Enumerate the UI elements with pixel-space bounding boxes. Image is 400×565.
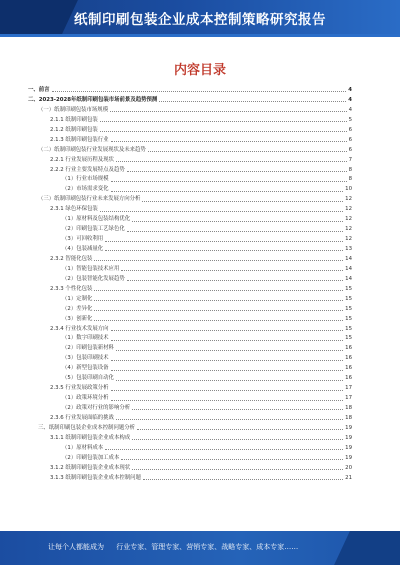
toc-entry-page: 16 [345,365,352,372]
toc-entry[interactable] [28,344,352,354]
toc-leader-dots [121,270,343,271]
toc-leader-dots [94,320,343,321]
toc-leader-dots [142,201,343,202]
toc-leader-dots [121,459,343,460]
toc-entry[interactable] [28,106,352,116]
toc-entry-text: 2.3.6 行业发展面临的挑战 [50,414,114,421]
toc-entry-text: 3.1.1 纸制印刷包装企业成本构成 [50,434,131,441]
toc-leader-dots [111,360,344,361]
toc-leader-dots [132,469,343,470]
toc-leader-dots [111,330,344,331]
toc-leader-dots [105,449,343,450]
toc-entry-page: 19 [345,424,352,431]
toc-entry-page: 4 [348,96,352,103]
toc-entry-text: （一）纸制印刷包装市场规模 [38,106,109,113]
page-header [0,0,400,38]
toc-entry-page: 13 [345,246,352,252]
toc-leader-dots [111,400,344,401]
toc-entry[interactable] [28,225,352,235]
toc-entry-page: 18 [345,405,352,411]
toc-entry[interactable] [28,156,352,166]
toc-entry-text: （2）政策对行业的影响分析 [62,405,131,411]
toc-entry-text: （2）印刷包装工艺绿色化 [62,226,125,233]
toc-entry-text: （2）差异化 [62,305,93,312]
toc-entry-text: （3）包装印刷技术 [62,355,109,362]
toc-entry-page: 16 [345,355,352,362]
toc-entry-page: 15 [345,325,352,332]
toc-leader-dots [116,161,347,162]
toc-entry[interactable] [28,404,352,414]
report-title: 纸制印刷包装企业成本控制策略研究报告 [74,12,326,28]
toc-leader-dots [127,231,343,232]
toc-leader-dots [111,191,344,192]
toc-entry-page: 14 [345,255,352,262]
toc-entry[interactable] [28,474,352,484]
toc-entry-text: （1）原材料及包装结构优化 [62,216,131,223]
toc-entry-page: 7 [348,156,352,163]
toc-entry-page: 19 [345,434,352,441]
toc-leader-dots [110,111,346,112]
toc-leader-dots [127,171,347,172]
toc-entry-page: 8 [348,166,352,173]
toc-leader-dots [116,350,343,351]
toc-entry-page: 6 [348,126,352,133]
toc-entry-text: 2.1.2 纸制印刷包装 [50,126,98,133]
toc-title: 内容目录 [173,63,226,78]
toc-entry-text: 2.3.2 智能化包装 [50,255,93,262]
toc-entry[interactable] [28,175,352,185]
toc-entry-text: （1）原材料成本 [62,444,104,451]
toc-entry-text: 二、2023-2028年纸制印刷包装市场前景及趋势预测 [28,96,158,103]
toc-leader-dots [52,91,347,92]
toc-entry-page: 19 [345,454,352,461]
toc-entry-text: （2）印刷包装加工成本 [62,454,120,461]
toc-entry-page: 12 [345,216,352,223]
toc-entry-text: （4）新型包装设备 [62,365,109,372]
toc-leader-dots [132,439,343,440]
toc-entry[interactable] [28,265,352,275]
toc-entry[interactable] [28,146,352,156]
toc-entry-text: （3）创新化 [62,315,93,322]
toc-entry-text: （二）纸制印刷包装行业发展现状及未来趋势 [38,146,146,153]
toc-entry-page: 21 [345,474,352,481]
toc-entry[interactable] [28,116,352,126]
toc-entry-text: （5）包装印刷自动化 [62,375,114,382]
toc-entry-page: 16 [345,375,352,382]
toc-entry[interactable] [28,384,352,394]
toc-entry[interactable] [28,275,352,285]
toc-leader-dots [132,409,343,410]
toc-leader-dots [132,221,343,222]
toc-entry[interactable] [28,325,352,335]
toc-entry[interactable] [28,295,352,305]
toc-entry[interactable] [28,126,352,136]
toc-entry[interactable] [28,245,352,255]
toc-leader-dots [116,419,343,420]
toc-entry[interactable] [28,424,352,434]
page-footer [0,531,400,565]
toc-leader-dots [105,241,343,242]
toc-entry-page: 14 [345,275,352,282]
toc-entry[interactable] [28,96,352,106]
toc-entry-page: 19 [345,444,352,451]
toc-entry-text: 3.1.2 纸制印刷包装企业成本现状 [50,464,131,471]
toc-entry-text: 2.3.4 行业技术发展方向 [50,325,109,332]
toc-entry-page: 12 [345,206,352,213]
toc-entry-page: 15 [345,295,352,302]
toc-entry-page: 16 [345,345,352,352]
toc-leader-dots [94,260,343,261]
toc-entry-text: 三、纸制印刷包装企业成本控制问题分析 [38,424,136,431]
toc-leader-dots [127,280,343,281]
toc-entry[interactable] [28,315,352,325]
toc-entry-page: 5 [348,116,352,123]
toc-entry-page: 15 [345,285,352,292]
toc-entry[interactable] [28,166,352,176]
toc-entry-page: 17 [345,385,352,392]
toc-leader-dots [105,250,343,251]
toc-leader-dots [111,141,347,142]
toc-entry[interactable] [28,235,352,245]
toc-entry[interactable] [28,86,352,96]
toc-entry-page: 20 [345,464,352,471]
toc-entry-page: 15 [345,315,352,322]
toc-leader-dots [111,340,344,341]
toc-entry[interactable] [28,215,352,225]
toc-entry-page: 12 [345,236,352,243]
toc-leader-dots [137,429,343,430]
toc-entry-text: （1）智能包装技术应用 [62,265,120,272]
toc-leader-dots [94,310,343,311]
toc-entry-text: 2.2.2 行业主要发展特点及趋势 [50,166,125,173]
toc-entry-text: （2）包装智能化发展趋势 [62,275,125,282]
toc-entry-text: （1）定制化 [62,295,93,302]
toc-entry[interactable] [28,464,352,474]
toc-leader-dots [94,290,343,291]
toc-entry[interactable] [28,305,352,315]
toc-entry-page: 17 [345,395,352,402]
toc-leader-dots [111,390,344,391]
toc-entry-text: （1）数字印刷技术 [62,335,109,342]
toc-entry-page: 6 [348,146,352,153]
toc-entry[interactable] [28,205,352,215]
toc-entry-page: 14 [345,265,352,272]
footer-slogan-tail: 行业专家、管理专家、营销专家、战略专家、成本专家…… [116,543,299,551]
toc-entry-text: 2.3.5 行业发展政策分析 [50,385,109,392]
toc-leader-dots [100,131,347,132]
toc-leader-dots [143,479,343,480]
toc-entry-page: 10 [345,186,352,193]
toc-entry-page: 6 [348,136,352,143]
toc-leader-dots [100,121,347,122]
toc-entry[interactable] [28,334,352,344]
toc-leader-dots [116,380,343,381]
toc-entry[interactable] [28,285,352,295]
toc-leader-dots [94,300,343,301]
toc-entry-page: 12 [345,196,352,203]
table-of-contents [28,86,352,484]
toc-entry-text: （2）市场需求变化 [62,186,109,193]
toc-entry-page: 12 [345,226,352,233]
toc-entry-page: 15 [345,305,352,312]
toc-entry-page: 18 [345,414,352,421]
toc-leader-dots [111,370,344,371]
toc-leader-dots [148,151,347,152]
toc-entry[interactable] [28,185,352,195]
toc-entry-text: （1）行业市场规模 [62,176,109,183]
toc-entry-text: （3）可回收利用 [62,236,104,243]
footer-slogan-lead: 让每个人都能成为 [48,543,104,551]
toc-entry-text: 2.1.3 纸制印刷包装行业 [50,136,109,143]
toc-entry[interactable] [28,444,352,454]
toc-entry[interactable] [28,374,352,384]
toc-entry[interactable] [28,255,352,265]
toc-entry-text: （三）纸制印刷包装行业未来发展方向分析 [38,196,141,203]
toc-entry-page: 4 [348,87,352,93]
toc-entry-text: 3.1.3 纸制印刷包装企业成本控制问题 [50,474,141,481]
toc-entry[interactable] [28,364,352,374]
toc-entry-text: 2.3.1 绿色环保包装 [50,206,98,213]
header-accent-line [0,34,400,37]
toc-leader-dots [159,101,346,102]
toc-entry[interactable] [28,394,352,404]
toc-entry-text: （2）印刷包装新材料 [62,345,114,352]
footer-slogan [48,542,298,552]
toc-entry-text: 一、前言 [28,87,50,93]
toc-entry-text: 2.3.3 个性化包装 [50,285,93,292]
toc-entry-page: 8 [348,176,352,183]
toc-entry-text: 2.1.1 纸制印刷包装 [50,116,98,123]
toc-leader-dots [100,211,343,212]
toc-entry-page: 4 [348,106,352,113]
toc-entry[interactable] [28,136,352,146]
toc-entry-text: （4）包装减量化 [62,246,104,252]
toc-entry-page: 15 [345,335,352,342]
toc-entry[interactable] [28,195,352,205]
toc-entry[interactable] [28,434,352,444]
toc-leader-dots [111,181,347,182]
toc-entry[interactable] [28,454,352,464]
toc-entry[interactable] [28,354,352,364]
toc-entry-text: （1）政策环境分析 [62,395,109,402]
toc-entry[interactable] [28,414,352,424]
toc-entry-text: 2.2.1 行业发展历程及现状 [50,156,114,163]
